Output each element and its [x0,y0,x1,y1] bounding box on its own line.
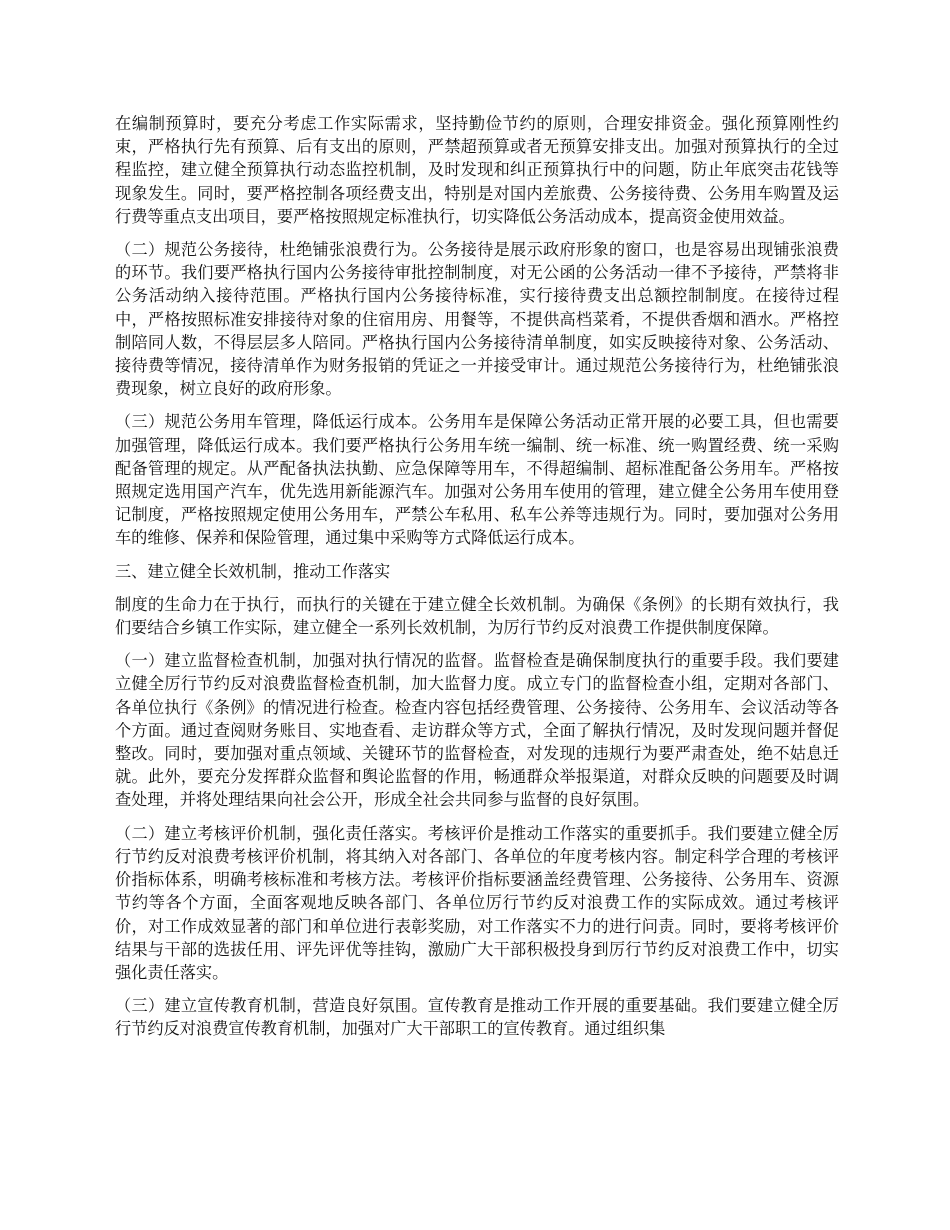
paragraph-official-vehicles: （三）规范公务用车管理，降低运行成本。公务用车是保障公务活动正常开展的必要工具，但也需要加强管理，降低运行成本。我们要严格执行公务用车统一编制、统一标准、统一购置经费、统一采购配备管理的规定。从严配备执法执勤、应急保障等用车，不得超编制、超标准配备公务用车。严格按照规定选用国产汽车，优先选用新能源汽车。加强对公务用车使用的管理，建立健全公务用车使用登记制度，严格按照规定使用公务用车，严禁公车私用、私车公养等违规行为。同时，要加强对公务用车的维修、保养和保险管理，通过集中采购等方式降低运行成本。 [115,412,839,548]
paragraph-official-reception: （二）规范公务接待，杜绝铺张浪费行为。公务接待是展示政府形象的窗口，也是容易出现铺张浪费的环节。我们要严格执行国内公务接待审批控制制度，对无公函的公务活动一律不予接待，严禁将非公务活动纳入接待范围。严格执行国内公务接待标准，实行接待费支出总额控制制度。在接待过程中，严格按照标准安排接待对象的住宿用房、用餐等，不提供高档菜肴，不提供香烟和酒水。严格控制陪同人数，不得层层多人陪同。严格执行国内公务接待清单制度，如实反映接待对象、公务活动、接待费等情况，接待清单作为财务报销的凭证之一并接受审计。通过规范公务接待行为，杜绝铺张浪费现象，树立良好的政府形象。 [115,240,839,399]
paragraph-mechanism-intro: 制度的生命力在于执行，而执行的关键在于建立健全长效机制。为确保《条例》的长期有效执行，我们要结合乡镇工作实际，建立健全一系列长效机制，为厉行节约反对浪费工作提供制度保障。 [115,594,839,638]
document-body [115,112,839,1051]
paragraph-budget: 在编制预算时，要充分考虑工作实际需求，坚持勤俭节约的原则，合理安排资金。强化预算刚性约束，严格执行先有预算、后有支出的原则，严禁超预算或者无预算安排支出。加强对预算执行的全过程监控，建立健全预算执行动态监控机制，及时发现和纠正预算执行中的问题，防止年底突击花钱等现象发生。同时，要严格控制各项经费支出，特别是对国内差旅费、公务接待费、公务用车购置及运行费等重点支出项目，要严格按照规定标准执行，切实降低公务活动成本，提高资金使用效益。 [115,114,839,226]
paragraph-education: （三）建立宣传教育机制，营造良好氛围。宣传教育是推动工作开展的重要基础。我们要建立健全厉行节约反对浪费宣传教育机制，加强对广大干部职工的宣传教育。通过组织集 [115,996,839,1039]
paragraph-supervision: （一）建立监督检查机制，加强对执行情况的监督。监督检查是确保制度执行的重要手段。我们要建立健全厉行节约反对浪费监督检查机制，加大监督力度。成立专门的监督检查小组，定期对各部门、各单位执行《条例》的情况进行检查。检查内容包括经费管理、公务接待、公务用车、会议活动等各个方面。通过查阅财务账目、实地查看、走访群众等方式，全面了解执行情况，及时发现问题并督促整改。同时，要加强对重点领域、关键环节的监督检查，对发现的违规行为要严肃查处，绝不姑息迁就。此外，要充分发挥群众监督和舆论监督的作用，畅通群众举报渠道，对群众反映的问题要及时调查处理，并将处理结果向社会公开，形成全社会共同参与监督的良好氛围。 [115,651,839,810]
paragraph-evaluation: （二）建立考核评价机制，强化责任落实。考核评价是推动工作落实的重要抓手。我们要建立健全厉行节约反对浪费考核评价机制，将其纳入对各部门、各单位的年度考核内容。制定科学合理的考核评价指标体系，明确考核标准和考核方法。考核评价指标要涵盖经费管理、公务接待、公务用车、资源节约等各个方面，全面客观地反映各部门、各单位厉行节约反对浪费工作的实际成效。通过考核评价，对工作成效显著的部门和单位进行表彰奖励，对工作落实不力的进行问责。同时，要将考核评价结果与干部的选拔任用、评先评优等挂钩，激励广大干部积极投身到厉行节约反对浪费工作中，切实强化责任落实。 [115,823,839,982]
section-heading: 三、建立健全长效机制，推动工作落实 [115,561,391,581]
